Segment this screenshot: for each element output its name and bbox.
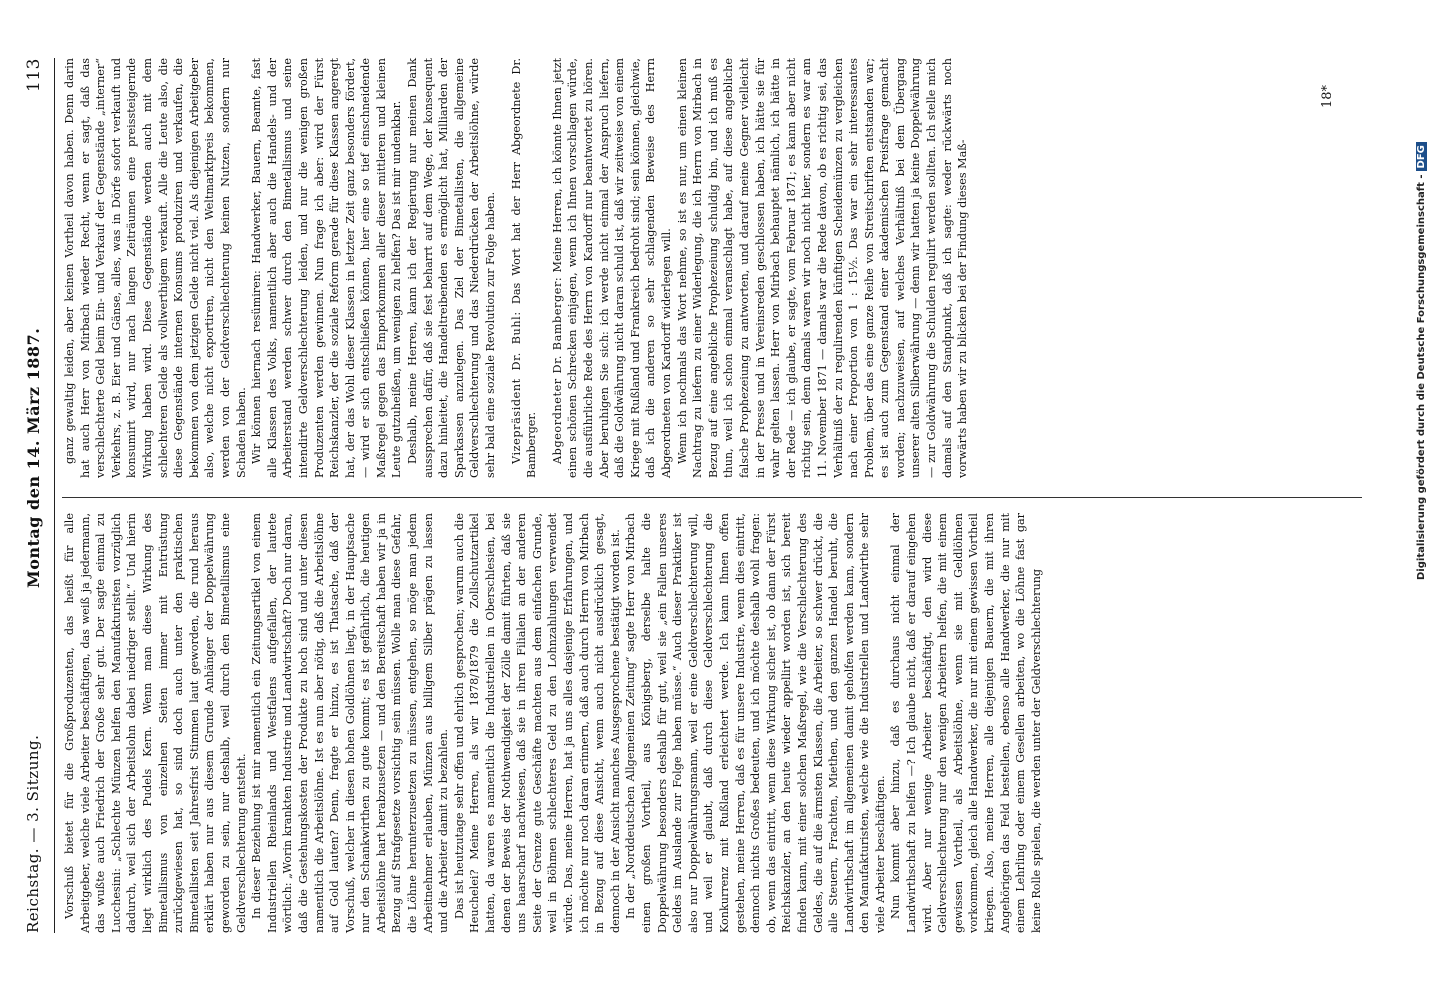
dfg-notice [1416,20,1432,580]
rotated-document-page [0,28,1400,988]
paragraph: Deshalb, meine Herren, kann ich der Regierung nur meinen Dank aussprechen dafür, daß sie fest beharrt auf dem Wege, der konsequent dazu hinleitet, die Handeltreibenden es ermöglicht hat, Milliarden der Sparkassen anzulegen. Das Ziel der Bimetallisten, die allgemeine Geldverschlechterung und das Niederdrücken der Arbeitslöhne, würde sehr bald eine soziale Revolution zur Folge haben. [406,58,498,478]
right-column [62,58,971,478]
paragraph: Das ist heutzutage sehr offen und ehrlich gesprochen; warum auch die Heuchelei? Meine Herren, als wir 1878/1879 die Zollschutzartikel hatten, da waren es namentlich die Industriellen in Oberschlesien, bei denen der Beweis der Nothwendigkeit der Zölle damit führten, daß sie uns haarscharf nachwiesen, daß sie in ihren Filialen an der anderen Seite der Grenze gute Geschäfte machten aus dem einfachen Grunde, weil in Böhmen schlechteres Geld zu den Lohnzahlungen verwendet würde. Das, meine Herren, hat ja uns alles dasjenige Erfahrungen, und ich möchte nur noch daran erinnern, daß auch durch Herrn von Mirbach in Bezug auf diese Ansicht, wenn auch nicht ausdrücklich gesagt, dennoch in der Ansicht manches Ausgesprochene bestätigt worden ist. [452,513,622,933]
speaker-label: Abgeordneter Dr. Bamberger: [550,276,564,464]
speaker-paragraph [509,58,540,478]
left-column [62,513,1044,933]
header-session: Reichstag. — 3. Sitzung. [24,734,42,933]
speaker-label: Vizepräsident Dr. Buhl: [509,311,523,464]
paragraph: In dieser Beziehung ist mir namentlich ein Zeitungsartikel von einem Industriellen Rheinlands und Westfalens aufgefallen, der lautete wörtlich: „Worin krankten Industrie und Landwirtschaft? Doch nur daran, daß die Gestehungskosten der Produkte zu hoch sind und unter diesen namentlich die Arbeitslöhne. Ist es nun aber nötig, daß die Arbeitslöhne auf Gold lauten? Denn, fragte er hinzu, es ist Thatsache, daß der Vorschuß, welcher in diesen hohen Goldlöhnen liegt, in der Hauptsache nur den Schankwirthen zu gute kommt; es ist gefährlich, die heutigen Arbeitslöhne hart herabzusetzen — und den Bereitschaft haben wir ja in Bezug auf Strafgesetze vorsichtig sein müssen. Wolle man diese Gefahr, die Löhne herunterzusetzen zu müssen, entgehen, so möge man jedem Arbeitnehmer erlauben, Münzen aus billigem Silber prägen zu lassen und die Arbeiter damit zu bezahlen. [250,513,451,933]
column-divider [62,497,1362,498]
speaker-text: Das Wort hat der Herr Abgeordnete Dr. Bamberger. [509,58,539,478]
paragraph: Vorschuß bietet für die Großproduzenten, das heißt für alle Arbeitgeber, welche viele Arbeiter beschäftigen, das weiß ja jedermann, das wußte auch Friedrich der Große sehr gut. Der sagte einmal zu Lucchesini: „Schlechte Münzen helfen den Manufakturisten vorzüglich dadurch, weil sich der Arbeitslohn dabei niedriger stellt.“ Und hierin liegt wirklich des Pudels Kern. Wenn man diese Wirkung des Bimetallismus von einzelnen Seiten immer mit Entrüstung zurückgewiesen hat, so sind doch auch unter den praktischen Bimetallisten seit Jahresfrist Stimmen laut geworden, die rund heraus erklärt haben nur aus diesem Grunde Anhänger der Doppelwährung geworden zu sein, nur deshalb, weil durch den Bimetallismus eine Geldverschlechterung entsteht. [63,513,248,933]
header-date: Montag den 14. März 1887. [24,327,43,588]
paragraph: Wenn ich nochmals das Wort nehme, so ist es nur, um einen kleinen Nachtrag zu liefern zu einer Widerlegung, die ich Herrn von Mirbach in Bezug auf eine angebliche Prophezeiung schuldig bin, und ich muß es thun, weil ich schon einmal veranschlagt habe, auf diese angebliche falsche Prophezeiung zu antworten, und darauf meine Gegner vielleicht in der Presse und in Vereinsreden geschlossen haben, ich hätte sie für wahr gelten lassen. Herr von Mirbach behauptet nämlich, ich hätte in der Rede — ich glaube, er sagte, vom Februar 1871; es kann aber nicht richtig sein, denn damals waren wir noch nicht hier, sondern es war am 11. November 1871 — damals war die Rede davon, ob es richtig sei, das Verhältniß der zu regulirenden künftigen Scheidemünzen zu vergleichen nach einer Proportion von 1 : 15½. Das war ein sehr interessantes Problem, über das eine ganze Reihe von Streitschriften entstanden war; es ist auch zum Gegenstand einer akademischen Preisfrage gemacht worden; nachzuweisen, auf welches Verhältniß bei dem Übergang unserer alten Silberwährung — denn wir hatten ja keine Doppelwährung — zur Goldwährung die Schulden regulirt werden sollten. Ich stelle mich damals auf den Standpunkt, daß ich sagte: weder rückwärts noch vorwärts haben wir zu blicken bei der Findung dieses Maß- [675,58,970,478]
page-header [18,58,50,933]
signature-mark: 18* [1320,84,1335,108]
header-rule [54,58,55,933]
dfg-sidebar [1415,0,1432,1000]
speaker-paragraph [550,58,675,478]
paragraph: Wir können hiernach resümiren: Handwerker, Bauern, Beamte, fast alle Klassen des Volks, namentlich aber auch die Handels- und der Arbeiterstand werden schwer durch den Bimetallismus und seine intendirte Geldverschlechterung leiden, und nur die wenigen großen Produzenten werden gewinnen. Nun frage ich aber: wird der Fürst Reichskanzler, der die soziale Reform gerade für diese Klassen angeregt hat, der das Wohl dieser Klassen in letzter Zeit ganz besonders fördert, — wird er sich entschließen können, hier eine so tief einschneidende Maßregel gegen das Emporkommen aller dieser mittleren und kleinen Leute gutzuheißen, um wenigen zu helfen? Das ist mir undenkbar. [250,58,404,478]
dfg-badge: DFG [1416,142,1427,171]
paragraph: Nun kommt aber hinzu, daß es durchaus nicht einmal der Landwirthschaft zu helfen —? Ich glaube nicht, daß er darauf eingehen wird. Aber nur wenige Arbeiter beschäftigt, den wird diese Geldverschlechterung nur den wenigen Arbeitern helfen, die mit einem gewissen Vortheil, als Arbeitslöhne, wenn sie mit Geldlöhnen vorkommen, gleich alle Handwerker, die nur mit einem gewissen Vortheil kriegen. Also, meine Herren, alle diejenigen Bauern, die mit ihren Angehörigen das Feld bestellen, ebenso alle Handwerker, die nur mit einem Lehrling oder einem Gesellen arbeiten, wo die Löhne fast gar keine Rolle spielen, die werden unter der Geldverschlechterung [889,513,1043,933]
paragraph: In der „Norddeutschen Allgemeinen Zeitung“ sagte Herr von Mirbach einen großen Vortheil, aus Königsberg, derselbe halte die Doppelwährung besonders deshalb für gut, weil sie „ein Fallen unseres Geldes im Auslande zur Folge haben müsse.“ Auch dieser Praktiker ist also nur Doppelwährungsmann, weil er eine Geldverschlechterung will, und weil er glaubt, daß durch diese Geldverschlechterung die Konkurrenz mit Rußland erleichtert werde. Ich kann Ihnen offen gestehen, meine Herren, daß es für unsere Industrie, wenn dies eintritt, dennoch nichts Großes bedeuten, und ich möchte deshalb wohl fragen: ob, wenn das eintritt, wenn diese Wirkung sicher ist, ob dann der Fürst Reichskanzler, an den heute wieder appellirt worden ist, sich bereit finden kann, mit einer solchen Maßregel, wie die Verschlechterung des Geldes, die auf die ärmsten Klassen, die Arbeiter, so schwer drückt, die alle Steuern, Frachten, Miethen, und den ganzen Handel beruht, die Landwirthschaft im allgemeinen damit geholfen werden kann, sondern den Manufakturisten, welche wie die Industriellen und Landwirthe sehr viele Arbeiter beschäftigen. [624,513,887,933]
speaker-text: Meine Herren, ich könnte Ihnen jetzt einen schönen Schrecken einjagen, wenn ich Ihnen vorschlagen würde, die ausführliche Rede des Herrn von Kardorff nur beantwortet zu hören. Aber beruhigen Sie sich: ich werde nicht einmal der Anspruch liefern, daß die Goldwährung nicht daran schuld ist, daß wir zeitweise von einem Kriege mit Rußland und Frankreich bedroht sind; sein können, gleichwie, daß ich die anderen so sehr schlagenden Beweise des Herrn Abgeordneten von Kardorff widerlegen will. [550,57,673,478]
paragraph: ganz gewaltig leiden, aber keinen Vortheil davon haben. Denn darin hat auch Herr von Mirbach wieder Recht, wenn er sagt, daß das verschlechterte Geld beim Ein- und Verkauf der Gegenstände „interner“ Verkehrs, z. B. Eier und Gänse, alles, was in Dörfe sofort verkauft und konsumirt wird, nur nach langen Zeiträumen eine preissteigernde Wirkung haben wird. Diese Gegenstände werden auch mit dem schlechteren Gelde als vollwerthigem verkauft. Alle die Leute also, die diese Gegenstände internen Konsums produziren und verkaufen, die bekommen von dem jetzigen Gelde nicht viel. Als diejenigen Arbeitgeber also, welche nicht exportiren, nicht den Weltmarktpreis bekommen, werden von der Geldverschlechterung keinen Nutzen, sondern nur Schaden haben. [63,58,248,478]
dfg-notice-text: Digitalisierung gefördert durch die Deutsche Forschungsgemeinschaft - [1416,174,1427,580]
page-number: 113 [24,58,44,92]
